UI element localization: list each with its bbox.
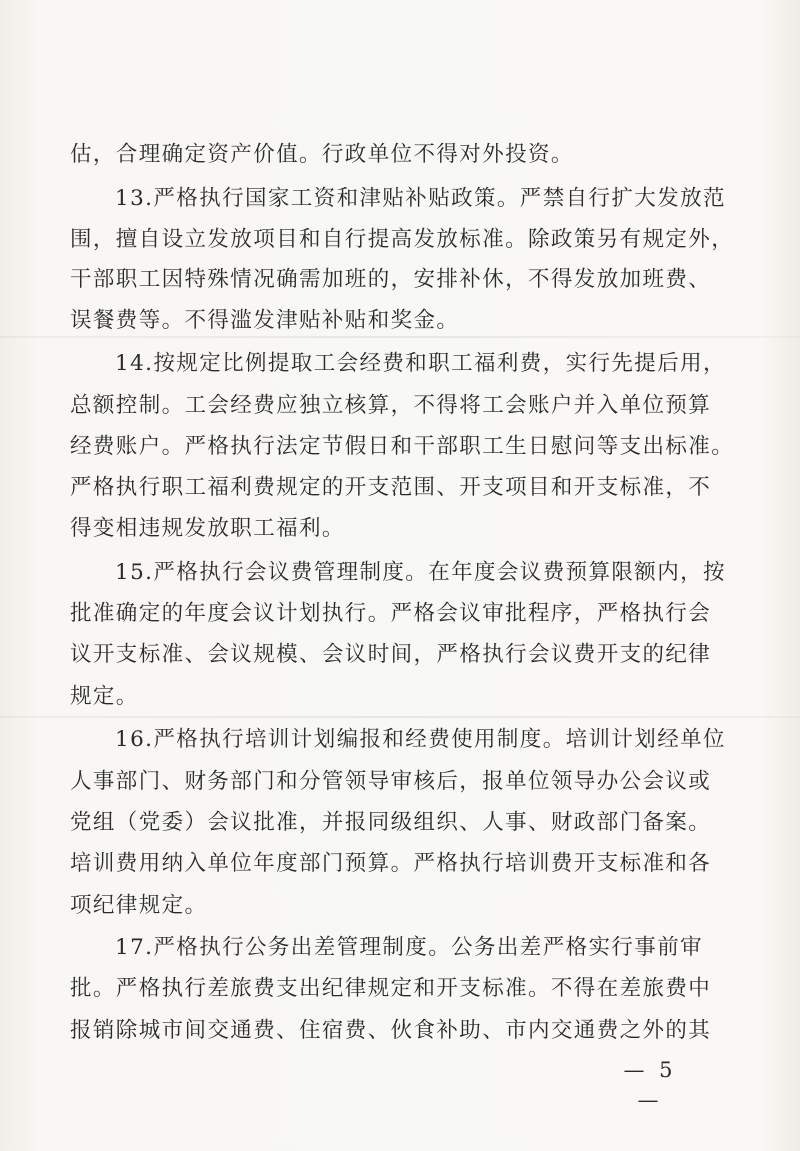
text-line: 总额控制。工会经费应独立核算，不得将工会账户并入单位预算 <box>70 393 712 418</box>
text-line: 围，擅自设立发放项目和自行提高发放标准。除政策另有规定外， <box>70 227 735 252</box>
text-line: 培训费用纳入单位年度部门预算。严格执行培训费开支标准和各 <box>70 851 712 876</box>
text-line: 得变相违规发放职工福利。 <box>70 516 345 541</box>
text-line: 议开支标准、会议规模、会议时间，严格执行会议费开支的纪律 <box>70 642 712 667</box>
text-line: 经费账户。严格执行法定节假日和干部职工生日慰问等支出标准。 <box>70 434 735 459</box>
text-line: 估，合理确定资产价值。行政单位不得对外投资。 <box>70 142 574 167</box>
text-line: 党组（党委）会议批准，并报同级组织、人事、财政部门备案。 <box>70 810 712 835</box>
text-line: 14.按规定比例提取工会经费和职工福利费，实行先提后用， <box>115 351 726 376</box>
text-line: 规定。 <box>70 684 139 709</box>
page-fold <box>0 716 800 718</box>
text-line: 16.严格执行培训计划编报和经费使用制度。培训计划经单位 <box>115 727 726 752</box>
text-line: 15.严格执行会议费管理制度。在年度会议费预算限额内，按 <box>115 560 726 585</box>
page-number: — 5 — <box>623 1058 677 1112</box>
text-line: 批准确定的年度会议计划执行。严格会议审批程序，严格执行会 <box>70 601 712 626</box>
text-line: 项纪律规定。 <box>70 893 208 918</box>
text-line: 报销除城市间交通费、住宿费、伙食补助、市内交通费之外的其 <box>70 1018 712 1043</box>
text-line: 人事部门、财务部门和分管领导审核后，报单位领导办公会议或 <box>70 769 712 794</box>
text-line: 误餐费等。不得滥发津贴补贴和奖金。 <box>70 308 460 333</box>
text-line: 批。严格执行差旅费支出纪律规定和开支标准。不得在差旅费中 <box>70 976 712 1001</box>
text-line: 17.严格执行公务出差管理制度。公务出差严格实行事前审 <box>115 935 703 960</box>
text-line: 严格执行职工福利费规定的开支范围、开支项目和开支标准，不 <box>70 475 712 500</box>
text-line: 干部职工因特殊情况确需加班的，安排补休，不得发放加班费、 <box>70 267 712 292</box>
text-line: 13.严格执行国家工资和津贴补贴政策。严禁自行扩大发放范 <box>115 186 726 211</box>
